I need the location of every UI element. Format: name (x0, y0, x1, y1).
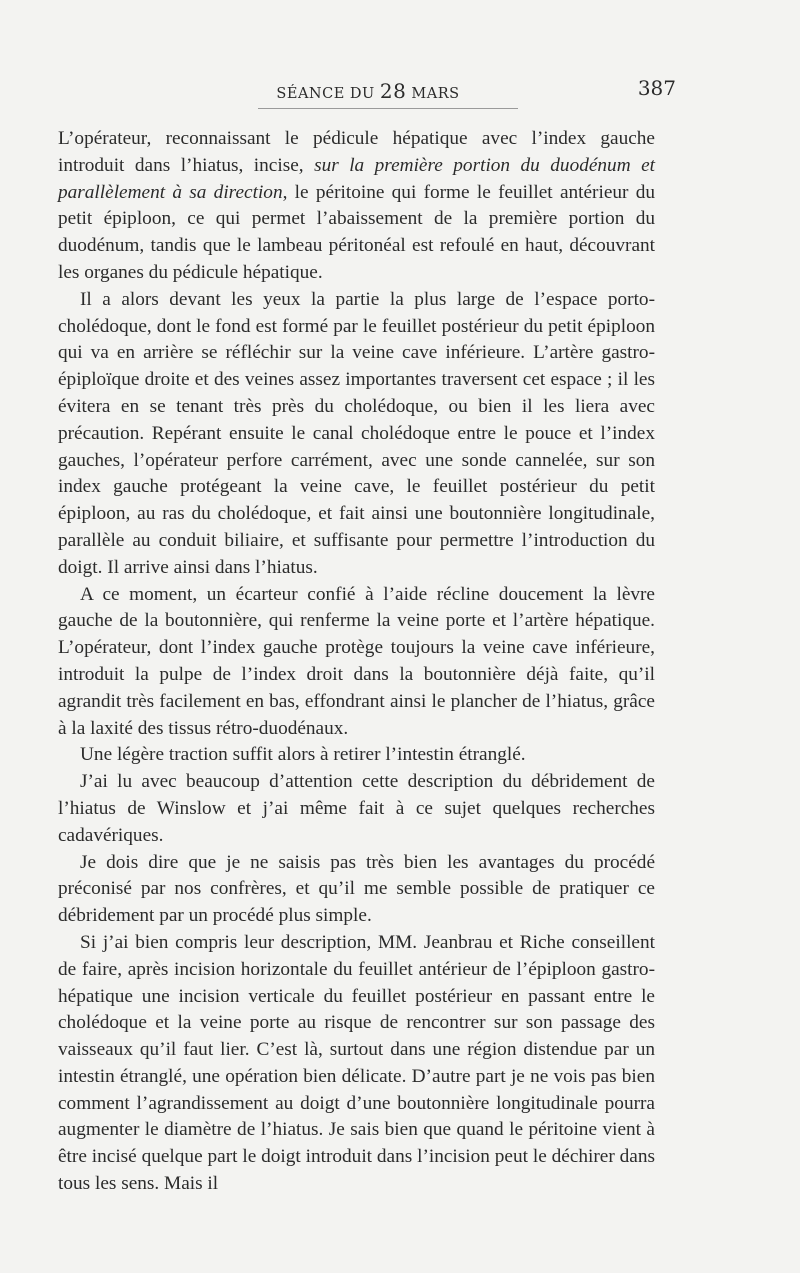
paragraph-text: , le péritoine qui forme le feuillet antérieur du petit épiploon, ce qui permet l’abaissement de la première portion du duodénum, tandis que le lambeau péritonéal est refoulé en haut, découvrant les organes du pédicule hépatique. (58, 181, 655, 283)
page-number: 387 (637, 76, 676, 100)
paragraph (58, 742, 655, 769)
paragraph-text: L’opérateur, reconnaissant le pédicule hépatique avec l’index gauche introduit dans l’hiatus, incise, (58, 128, 655, 176)
paragraph-italic-text: sur la première portion du duodénum et parallèlement à sa direction (58, 154, 655, 203)
paragraph-text: J’ai lu avec beaucoup d’attention cette description du débridement de l’hiatus de Winslow et j’ai même fait à ce sujet quelques recherches cadavériques. (58, 771, 655, 846)
header-rule (258, 108, 518, 109)
body-text (58, 126, 655, 1198)
paragraph (58, 930, 655, 1198)
running-title (60, 79, 676, 103)
paragraph-text: Si j’ai bien compris leur description, MM. Jeanbrau et Riche conseillent de faire, après incision horizontale du feuillet antérieur de l’épiploon gastro-hépatique une incision verticale du feuillet postérieur en passant entre le cholédoque et la veine porte au risque de rencontrer sur son passage des vaisseaux qu’il faut lier. C’est là, surtout dans une région distendue par un intestin étranglé, une opération bien délicate. D’autre part je ne vois pas bien comment l’agrandissement au doigt d’une boutonnière longitudinale pourra augmenter le diamètre de l’hiatus. Je sais bien que quand le péritoine vient à être incisé quelque part le doigt introduit dans l’incision peut le déchirer dans tous les sens. Mais il (58, 931, 655, 1195)
running-title-day: 28 (379, 79, 407, 103)
running-title-prefix: SÉANCE DU (276, 86, 375, 102)
paragraph (58, 769, 655, 849)
paragraph (58, 287, 655, 582)
paragraph (58, 850, 655, 930)
paragraph-text: Il a alors devant les yeux la partie la plus large de l’espace porto-cholédoque, dont le fond est formé par le feuillet postérieur du petit épiploon qui va en arrière se réfléchir sur la veine cave inférieure. L’artère gastro-épiploïque droite et des veines assez importantes traversent cet espace ; il les évitera en se tenant très près du cholédoque, ou bien il les liera avec précaution. Repérant ensuite le canal cholédoque entre le pouce et l’index gauches, l’opérateur perfore carrément, avec une sonde cannelée, sur son index gauche protégeant la veine cave, le feuillet postérieur du petit épiploon, au ras du cholédoque, et fait ainsi une boutonnière longitudinale, parallèle au conduit biliaire, et suffisante pour permettre l’introduction du doigt. Il arrive ainsi dans l’hiatus. (58, 288, 655, 578)
paragraph (58, 126, 655, 287)
page-header (60, 76, 676, 102)
paragraph-text: A ce moment, un écarteur confié à l’aide récline doucement la lèvre gauche de la boutonnière, qui renferme la veine porte et l’artère hépatique. L’opérateur, dont l’index gauche protège toujours la veine cave inférieure, introduit la pulpe de l’index droit dans la boutonnière déjà faite, qu’il agrandit très facilement en bas, effondrant ainsi le plancher de l’hiatus, grâce à la laxité des tissus rétro-duodénaux. (58, 583, 655, 739)
paragraph-text: Une légère traction suffit alors à retirer l’intestin étranglé. (80, 744, 526, 766)
running-title-month: MARS (411, 86, 460, 102)
paragraph-text: Je dois dire que je ne saisis pas très bien les avantages du procédé préconisé par nos confrères, et qu’il me semble possible de pratiquer ce débridement par un procédé plus simple. (58, 851, 655, 927)
paragraph (58, 582, 655, 743)
